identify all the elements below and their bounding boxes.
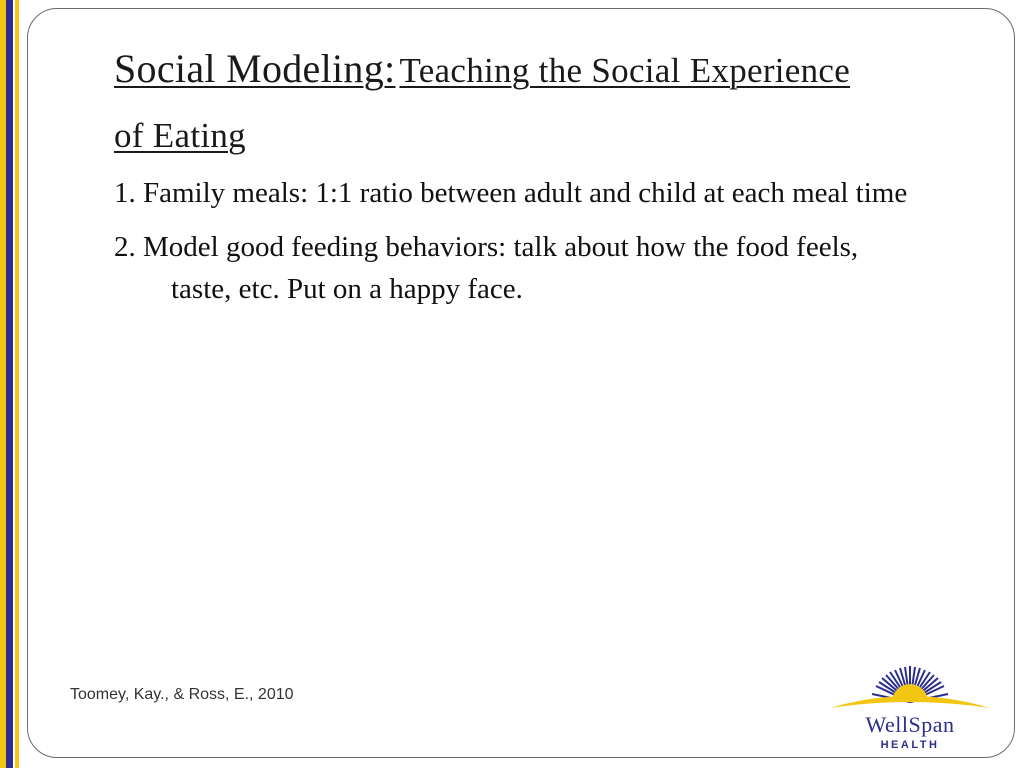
list-item: 2. Model good feeding behaviors: talk about how the food feels, taste, etc. Put on a happy face.: [114, 231, 859, 305]
slide-title-main: Social Modeling:: [114, 46, 396, 91]
slide-title-sub: Teaching the Social Experience of Eating: [114, 51, 851, 155]
horizon-swoosh-icon: [830, 696, 990, 708]
citation: Toomey, Kay., & Ross, E., 2010: [70, 686, 294, 703]
wellspan-logo: [826, 664, 994, 754]
logo-subtext: HEALTH: [880, 739, 940, 751]
slide-title: [114, 40, 874, 172]
slide-body: [114, 172, 914, 322]
logo-wordmark: WellSpan: [865, 712, 955, 737]
list-item: 1. Family meals: 1:1 ratio between adult and child at each meal time: [114, 177, 908, 209]
left-accent-bar-yellow-2: [15, 0, 19, 768]
left-accent-bar-blue: [6, 0, 13, 768]
